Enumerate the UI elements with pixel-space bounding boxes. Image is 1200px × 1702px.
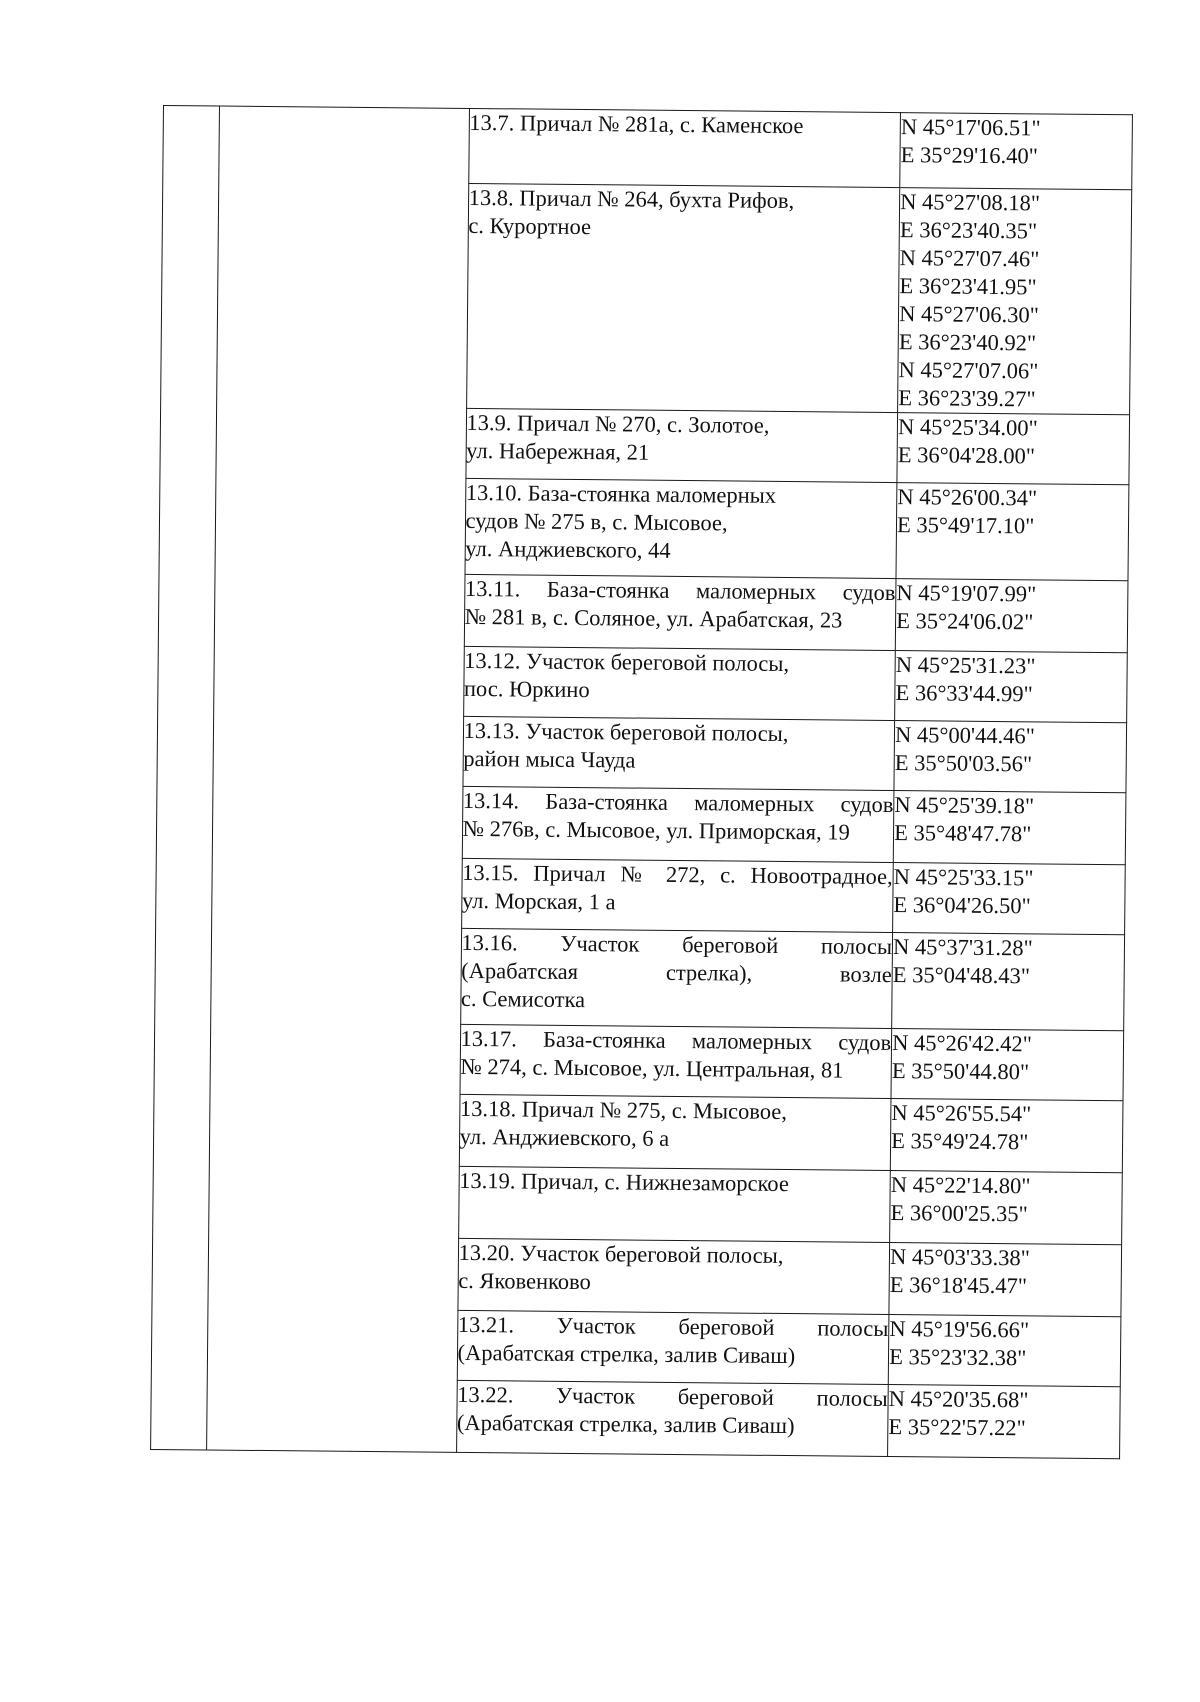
description-line: с. Курортное [468,212,592,240]
description-line: (Арабатская стрелка), возле [461,957,892,988]
coordinate-value: E 35°24'06.02" [896,608,1034,635]
description-line: 13.9. Причал № 270, с. Золотое, [466,409,770,438]
coordinate-value: E 36°23'41.95" [899,273,1037,300]
description-line: 13.18. Причал № 275, с. Мысовое, [459,1095,788,1125]
description-line: 13.10. База-стоянка маломерных [465,479,777,508]
coordinate-value: N 45°25'39.18" [894,792,1035,819]
coordinates-cell [895,651,1128,723]
location-description [465,478,897,578]
description-line: 13.22. Участок береговой полосы [457,1381,888,1412]
coordinate-value: E 36°23'39.27" [898,385,1036,412]
coordinate-value: E 35°04'48.43" [892,962,1031,989]
location-description [460,1024,892,1098]
location-description [464,574,896,650]
coordinate-value: E 36°04'26.50" [893,892,1031,919]
coordinate-value: N 45°26'00.34" [897,484,1038,511]
location-description [460,928,892,1028]
coordinate-value: N 45°19'07.99" [896,580,1037,607]
table-row [163,106,1133,190]
coordinate-value: N 45°26'55.54" [891,1100,1032,1127]
location-description [456,1380,888,1456]
location-description [458,1166,890,1242]
coordinates-cell [900,113,1133,190]
location-description [457,1310,889,1384]
coordinates-cell [898,188,1132,415]
coordinate-value: N 45°25'31.23" [895,652,1036,679]
description-line: 13.19. Причал, с. Нижнезаморское [459,1167,789,1197]
page-number-fragment [478,1688,538,1702]
coordinates-cell [892,933,1125,1031]
empty-name-column [206,106,469,1452]
coordinate-value: E 35°48'47.78" [894,820,1032,847]
coordinates-cell [891,1029,1124,1101]
description-line: 13.16. Участок береговой полосы [461,929,893,960]
location-description [461,858,893,932]
description-line: 13.20. Участок береговой полосы, [458,1239,784,1269]
description-line: ул. Анджиевского, 44 [465,535,671,563]
description-line: № 274, с. Мысовое, ул. Центральная, 81 [460,1053,844,1083]
coordinates-cell [895,579,1128,653]
coordinate-value: E 36°00'25.35" [890,1200,1028,1227]
table-body [151,106,1133,1459]
coordinate-value: N 45°27'08.18" [900,189,1041,216]
description-line: с. Яковенково [458,1267,591,1295]
description-line: 13.14. База-стоянка маломерных судов [462,787,894,818]
coordinate-value: N 45°27'06.30" [899,301,1040,328]
coordinates-cell [896,483,1129,581]
location-description [463,716,895,790]
coordinate-value: E 35°50'03.56" [894,750,1033,777]
description-line: 13.7. Причал № 281а, с. Каменское [469,109,804,139]
description-line: 13.12. Участок береговой полосы, [464,647,790,677]
description-line: с. Семисотка [460,985,586,1013]
coordinates-cell [888,1385,1121,1459]
description-line: ул. Анджиевского, 6 а [459,1123,670,1151]
location-description [465,408,897,482]
description-line: судов № 275 в, с. Мысовое, [465,507,728,536]
coordinate-value: N 45°27'07.06" [898,357,1039,384]
coordinate-value: N 45°20'35.68" [888,1386,1029,1413]
description-line: 13.15. Причал № 272, с. Новоотрадное, [462,859,893,890]
coordinate-value: E 35°49'24.78" [891,1128,1029,1155]
coordinate-value: N 45°03'33.38" [889,1244,1030,1271]
location-description [468,108,900,187]
coordinates-cell [897,413,1130,485]
coordinates-cell [894,721,1127,793]
coordinate-value: E 36°23'40.92" [898,329,1037,356]
coordinate-value: E 36°04'28.00" [897,442,1036,469]
coordinate-value: E 35°29'16.40" [900,142,1039,169]
coordinate-value: N 45°19'56.66" [889,1316,1030,1343]
description-line: 13.17. База-стоянка маломерных судов [460,1025,892,1056]
location-description [462,786,894,862]
coordinate-value: N 45°25'34.00" [897,414,1038,441]
coordinate-value: N 45°25'33.15" [893,864,1034,891]
coordinate-value: N 45°17'06.51" [900,114,1041,141]
coordinate-value: E 35°23'32.38" [889,1344,1027,1371]
location-description [457,1238,889,1314]
description-line: № 276в, с. Мысовое, ул. Приморская, 19 [462,815,850,845]
description-line: (Арабатская стрелка, залив Сиваш) [457,1339,796,1369]
coordinates-cell [893,863,1126,935]
description-line: ул. Набережная, 21 [466,437,650,465]
description-line: 13.11. База-стоянка маломерных судов [464,575,896,606]
coordinate-value: N 45°22'14.80" [890,1172,1031,1199]
coordinate-value: N 45°26'42.42" [892,1030,1033,1057]
coordinate-value: N 45°37'31.28" [892,934,1033,961]
description-line: 13.21. Участок береговой полосы [457,1311,889,1342]
coordinates-cell [888,1315,1121,1387]
description-line: пос. Юркино [463,675,590,703]
coordinate-value: E 36°33'44.99" [895,680,1033,707]
coordinate-value: N 45°00'44.46" [894,722,1035,749]
description-line: 13.13. Участок береговой полосы, [463,717,789,747]
location-description [459,1094,891,1170]
coordinates-cell [893,791,1126,865]
coordinates-table [150,105,1133,1459]
coordinate-value: E 36°23'40.35" [899,217,1038,244]
description-line: 13.8. Причал № 264, бухта Рифов, [468,184,795,214]
description-line: № 281 в, с. Соляное, ул. Арабатская, 23 [464,603,843,633]
description-line: район мыса Чауда [463,745,636,773]
location-description [463,646,895,720]
coordinates-cell [890,1099,1123,1173]
coordinates-cell [890,1171,1123,1245]
location-description [466,183,900,412]
coordinates-cell [889,1243,1122,1317]
description-line: ул. Морская, 1 а [461,887,616,915]
coordinate-value: N 45°27'07.46" [899,245,1040,272]
coordinate-value: E 35°22'57.22" [888,1414,1026,1441]
description-line: (Арабатская стрелка, залив Сиваш) [456,1409,795,1439]
coordinate-value: E 36°18'45.47" [889,1272,1028,1299]
coordinate-value: E 35°49'17.10" [897,512,1035,539]
coordinate-value: E 35°50'44.80" [891,1058,1030,1085]
